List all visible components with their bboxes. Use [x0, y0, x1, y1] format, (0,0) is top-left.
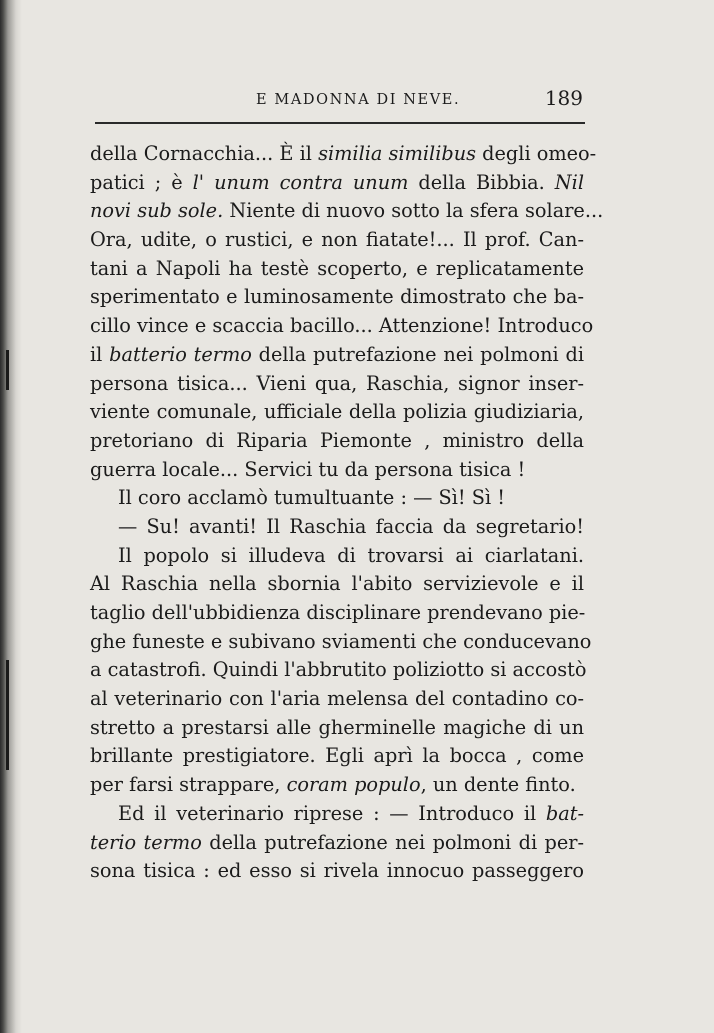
text-run: Il coro acclamò tumultuante : — Sì! Sì ! [118, 486, 505, 510]
text-line [90, 513, 584, 542]
text-run: — Su! avanti! Il Raschia faccia da segretario! [118, 514, 584, 538]
text-run: persona tisica... Vieni qua, Raschia, signor inser- [90, 371, 584, 395]
text-line [90, 484, 584, 513]
text-run: Ed il veterinario riprese : — Introduco il [118, 801, 546, 825]
text-line [90, 140, 597, 169]
page-number: 189 [544, 86, 583, 110]
book-spine-shadow [0, 0, 22, 1033]
text-line [90, 283, 584, 312]
running-head: E MADONNA DI NEVE. [256, 92, 461, 108]
text-run: Niente di nuovo sotto la sfera solare... [223, 199, 604, 223]
text-run: al veterinario con l'aria melensa del contadino co- [90, 687, 584, 711]
italic-phrase: coram populo [286, 773, 421, 797]
text-run: della Bibbia. [408, 170, 555, 194]
text-line [90, 370, 584, 399]
text-run: brillante prestigiatore. Egli aprì la bocca , come [90, 744, 584, 768]
text-line [90, 685, 584, 714]
italic-phrase: l' unum contra unum [192, 170, 409, 194]
text-run: Il popolo si illudeva di trovarsi ai ciarlatani. [118, 543, 584, 567]
text-run: guerra locale... Servici tu da persona tisica ! [90, 457, 526, 481]
text-line [90, 829, 584, 858]
body-text [90, 140, 604, 886]
text-run: patici ; è [90, 170, 193, 194]
text-line [90, 656, 587, 685]
text-run: tani a Napoli ha testè scoperto, e replicatamente [90, 256, 584, 280]
italic-phrase: batterio termo [109, 342, 252, 366]
text-run: viente comunale, ufficiale della polizia giudiziaria, [90, 400, 584, 424]
text-run: degli omeo- [476, 142, 597, 165]
italic-phrase: novi sub sole. [90, 199, 224, 223]
italic-phrase: Nil [554, 170, 585, 194]
text-line [90, 197, 604, 226]
text-run: della putrefazione nei polmoni di per- [201, 830, 584, 854]
text-line [90, 341, 584, 370]
text-run: della Cornacchia... È il [90, 142, 319, 165]
text-line [90, 857, 584, 886]
text-line [90, 169, 584, 198]
text-line [90, 427, 584, 456]
text-line [90, 800, 584, 829]
text-run: della putrefazione nei polmoni di [251, 342, 584, 366]
text-line [90, 771, 584, 800]
text-line [90, 628, 592, 657]
text-run: Al Raschia nella sbornia l'abito servizievole e il [90, 572, 584, 596]
text-line [90, 714, 584, 743]
text-run: Ora, udite, o rustici, e non fiatate!... Il prof. Can- [90, 228, 584, 252]
text-run: , un dente finto. [420, 773, 576, 797]
text-run: cillo vince e scaccia bacillo... Attenzione! Introduco [90, 314, 594, 338]
text-run: stretto a prestarsi alle gherminelle magiche di un [90, 715, 584, 739]
text-line [90, 226, 584, 255]
text-line [90, 542, 584, 571]
text-line [90, 312, 594, 341]
text-line [90, 599, 584, 628]
spine-mark [6, 660, 9, 770]
text-run: il [90, 342, 110, 366]
text-line [90, 742, 584, 771]
italic-phrase: bat- [545, 801, 584, 825]
italic-phrase: terio termo [90, 830, 202, 854]
text-line [90, 398, 584, 427]
text-line [90, 456, 584, 485]
text-line [90, 570, 584, 599]
text-run: sona tisica : ed esso si rivela innocuo passeggero [90, 859, 584, 883]
text-run: pretoriano di Riparia Piemonte , ministro della [90, 428, 584, 452]
spine-mark [6, 350, 9, 390]
text-run: taglio dell'ubbidienza disciplinare prendevano pie- [90, 601, 586, 624]
text-run: ghe funeste e subivano sviamenti che conducevano [90, 629, 592, 653]
text-run: sperimentato e luminosamente dimostrato che ba- [90, 285, 584, 309]
header-rule [95, 122, 585, 124]
text-run: a catastrofi. Quindi l'abbrutito poliziotto si accostò [90, 658, 587, 682]
page-header [95, 86, 585, 116]
text-run: per farsi strappare, [90, 773, 287, 797]
italic-phrase: similia similibus [318, 142, 477, 165]
text-line [90, 255, 584, 284]
